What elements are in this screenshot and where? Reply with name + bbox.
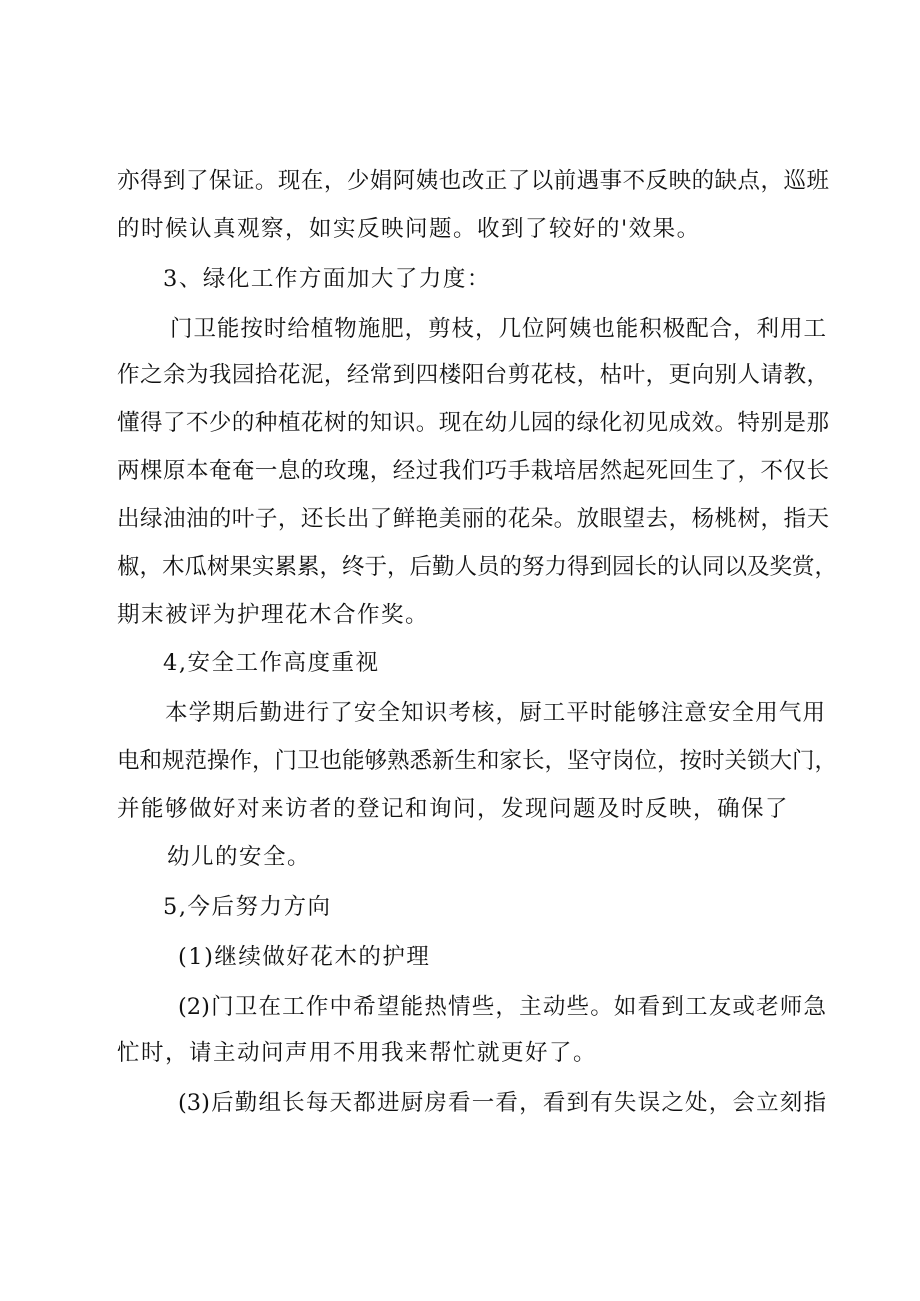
paragraph-line: 亦得到了保证。现在，少娟阿姨也改正了以前遇事不反映的缺点，巡班 bbox=[117, 168, 829, 194]
paragraph-line: 作之余为我园拾花泥，经常到四楼阳台剪花枝，枯叶，更向别人请教， bbox=[117, 362, 829, 388]
paragraph-line: 本学期后勤进行了安全知识考核，厨工平时能够注意安全用气用 bbox=[165, 700, 825, 726]
paragraph-line: 电和规范操作，门卫也能够熟悉新生和家长，坚守岗位，按时关锁大门， bbox=[117, 748, 838, 774]
paragraph-line: 的时候认真观察，如实反映问题。收到了较好的'效果。 bbox=[117, 216, 701, 242]
section-heading-future: 5,今后努力方向 bbox=[163, 894, 332, 920]
paragraph-line: 忙时，请主动问声用不用我来帮忙就更好了。 bbox=[117, 1040, 598, 1066]
paragraph-line: 出绿油油的叶子，还长出了鲜艳美丽的花朵。放眼望去，杨桃树，指天 bbox=[117, 506, 829, 532]
paragraph-line: 并能够做好对来访者的登记和询问，发现问题及时反映，确保了 bbox=[117, 796, 790, 822]
paragraph-line: 两棵原本奄奄一息的玫瑰，经过我们巧手栽培居然起死回生了，不仅长 bbox=[117, 458, 829, 484]
paragraph-line: 门卫能按时给植物施肥，剪枝，几位阿姨也能积极配合，利用工 bbox=[170, 316, 826, 342]
list-item: (1)继续做好花木的护理 bbox=[178, 944, 431, 970]
section-heading-safety: 4,安全工作高度重视 bbox=[163, 650, 380, 676]
paragraph-line: 幼儿的安全。 bbox=[167, 844, 312, 870]
list-item: (3)后勤组长每天都进厨房看一看，看到有失误之处，会立刻指 bbox=[178, 1090, 826, 1116]
list-item: (2)门卫在工作中希望能热情些，主动些。如看到工友或老师急 bbox=[178, 994, 826, 1020]
paragraph-line: 懂得了不少的种植花树的知识。现在幼儿园的绿化初见成效。特别是那 bbox=[117, 410, 829, 436]
paragraph-line: 椒，木瓜树果实累累，终于，后勤人员的努力得到园长的认同以及奖赏， bbox=[117, 554, 838, 580]
section-heading-greening: 3、绿化工作方面加大了力度： bbox=[163, 266, 491, 292]
paragraph-line: 期末被评为护理花木合作奖。 bbox=[117, 602, 430, 628]
